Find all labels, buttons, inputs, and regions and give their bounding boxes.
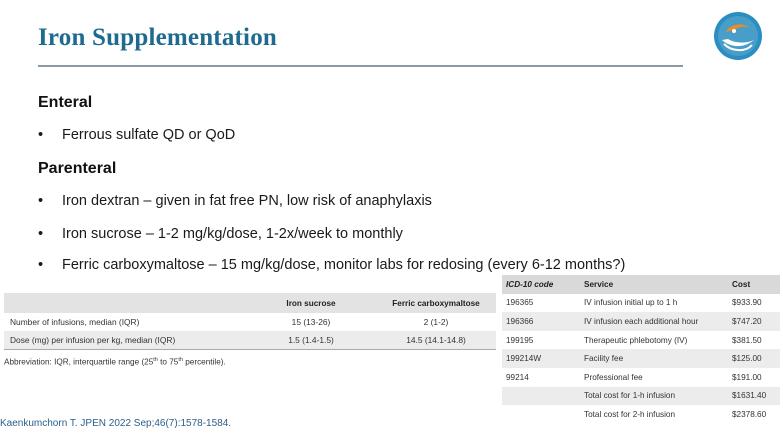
table-header-row (4, 293, 496, 313)
table-row (502, 368, 780, 387)
bullet-dot: • (38, 127, 44, 143)
bullet-text: Ferric carboxymaltose – 15 mg/kg/dose, monitor labs for redosing (every 6-12 months?) (62, 257, 626, 273)
table-cell: $2378.60 (732, 409, 767, 419)
table-cell: 1.5 (1.4-1.5) (288, 335, 334, 345)
table-row (4, 331, 496, 350)
table-row (502, 312, 780, 331)
bullet-text: Iron dextran – given in fat free PN, low risk of anaphylaxis (62, 193, 432, 209)
table-cell: 15 (13-26) (291, 317, 331, 327)
citation: Kaenkumchorn T. JPEN 2022 Sep;46(7):1578-1584. (0, 418, 232, 429)
table-cell: $933.90 (732, 298, 762, 308)
footnote-sup: th (153, 357, 158, 363)
table-cell: IV infusion each additional hour (584, 316, 699, 326)
table-cell: Dose (mg) per infusion per kg, median (IQR) (10, 335, 176, 345)
table-header-cell: Service (584, 279, 614, 289)
enteral-bullet (38, 127, 235, 143)
table-cell: $381.50 (732, 335, 762, 345)
bullet-dot: • (38, 193, 44, 209)
bullet-text: Ferrous sulfate QD or QoD (62, 127, 236, 143)
enteral-heading: Enteral (38, 94, 93, 111)
table-cell: $125.00 (732, 354, 762, 364)
footnote-text: percentile). (182, 357, 226, 367)
table-cell: 196366 (506, 316, 534, 326)
bullet-dot: • (38, 226, 44, 242)
cost-table (502, 275, 780, 424)
table-cell: Number of infusions, median (IQR) (10, 317, 140, 327)
parenteral-bullet (38, 226, 403, 242)
table-header-cell (4, 293, 252, 313)
table-cell: $1631.40 (732, 391, 767, 401)
table-cell: Total cost for 2-h infusion (584, 409, 676, 419)
table-row (502, 405, 780, 424)
table-cell: 14.5 (14.1-14.8) (406, 335, 466, 345)
table-cell: 99214 (506, 372, 529, 382)
table-cell: Facility fee (584, 354, 624, 364)
table-row (4, 313, 496, 331)
table-header-row (502, 275, 780, 294)
table-cell: $191.00 (732, 372, 762, 382)
table-cell (502, 405, 580, 424)
bullet-text: Iron sucrose – 1-2 mg/kg/dose, 1-2x/week to monthly (62, 226, 403, 242)
table-header-cell: Ferric carboxymaltose (392, 298, 480, 308)
table-row (502, 331, 780, 350)
parenteral-bullet (38, 193, 432, 209)
iron-comparison-table (4, 293, 496, 350)
footnote-text: to 75 (157, 357, 179, 367)
table-row (502, 387, 780, 406)
bullet-dot: • (38, 257, 44, 273)
slide-title: Iron Supplementation (38, 24, 278, 51)
title-divider (38, 65, 683, 67)
table-footnote (4, 357, 226, 367)
table-header-cell: Iron sucrose (286, 298, 336, 308)
footnote-text: Abbreviation: IQR, interquartile range (25 (4, 357, 154, 367)
table-cell: 2 (1-2) (423, 317, 449, 327)
hands-heart-logo-icon (712, 10, 764, 62)
footnote-sup: th (178, 357, 183, 363)
table-cell: Total cost for 1-h infusion (584, 391, 676, 401)
table-row (502, 349, 780, 368)
table-header-cell: Cost (732, 279, 751, 289)
table-cell (502, 387, 580, 406)
table-cell: IV infusion initial up to 1 h (584, 298, 678, 308)
table-row (502, 294, 780, 313)
table-cell: 199195 (506, 335, 534, 345)
table-cell: $747.20 (732, 316, 762, 326)
parenteral-bullet (38, 257, 625, 273)
table-header-cell: ICD-10 code (506, 279, 554, 289)
table-cell: 199214W (506, 354, 542, 364)
table-cell: Professional fee (584, 372, 643, 382)
parenteral-heading: Parenteral (38, 160, 117, 177)
table-cell: Therapeutic phlebotomy (IV) (584, 335, 688, 345)
table-cell: 196365 (506, 298, 534, 308)
